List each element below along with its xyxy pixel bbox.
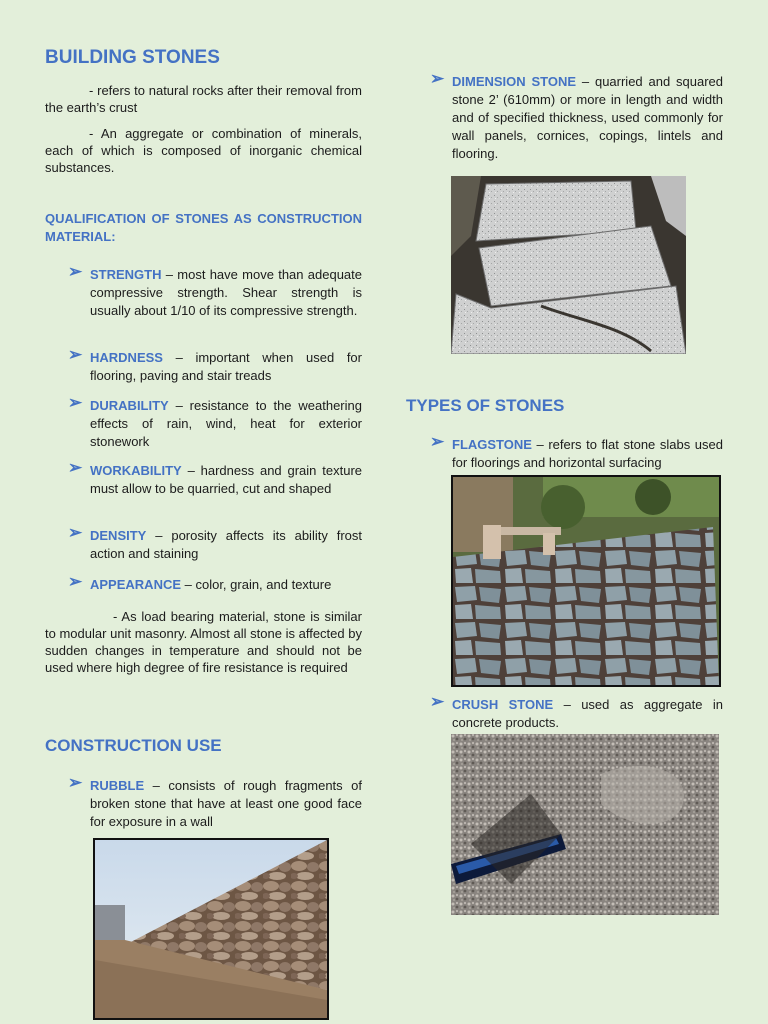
quality-strength [90,266,362,320]
quality-desc: – color, grain, and texture [181,577,332,592]
quality-desc: – important when used for flooring, paving and stair treads [90,350,362,383]
dimension-stone-image [451,176,686,354]
arrow-icon: ➢ [68,262,83,281]
rubble-wall-image [95,840,327,1018]
types-of-stones-heading: TYPES OF STONES [406,396,565,415]
quality-workability [90,462,362,498]
intro-paragraph-1 [45,82,362,116]
flagstone-item [452,436,723,472]
flagstone-term: FLAGSTONE [452,437,532,452]
crush-stone-photo [451,734,719,915]
crush-desc: – used as aggregate in concrete products. [452,697,723,730]
quality-durability [90,397,362,451]
quality-term: DENSITY [90,528,147,543]
intro-text-1: - refers to natural rocks after their removal from the earth’s crust [45,83,362,115]
load-bearing-text: - As load bearing material, stone is similar to modular unit masonry. Almost all stone is affected by sudden changes in temperature and should not be used where high degree of fire resistance is required [45,609,362,675]
load-bearing-paragraph [45,608,362,676]
quality-desc: – hardness and grain texture must allow to be quarried, cut and shaped [90,463,362,496]
crush-stone-image [451,734,719,915]
arrow-icon: ➢ [68,773,83,792]
crush-stone-item [452,696,723,732]
quality-term: STRENGTH [90,267,162,282]
quality-desc: – most have move than adequate compressive strength. Shear strength is usually about 1/10 of its compressive strength. [90,267,362,318]
dimension-desc: – quarried and squared stone 2’ (610mm) or more in length and width and of specified thickness, used commonly for wall panels, cornices, copings, lintels and flooring. [452,74,723,161]
arrow-icon: ➢ [68,345,83,364]
quality-desc: – porosity affects its ability frost action and staining [90,528,362,561]
quality-term: APPEARANCE [90,577,182,592]
qualification-heading: QUALIFICATION OF STONES AS CONSTRUCTION MATERIAL: [45,211,362,244]
arrow-icon: ➢ [68,523,83,542]
quality-term: DURABILITY [90,398,169,413]
construction-use-heading: CONSTRUCTION USE [45,736,222,755]
flagstone-desc: – refers to flat stone slabs used for floorings and horizontal surfacing [452,437,723,470]
dimension-term: DIMENSION STONE [452,74,577,89]
dimension-stone-photo [451,176,686,354]
page-title: BUILDING STONES [45,47,220,68]
arrow-icon: ➢ [430,692,445,711]
rubble-term: RUBBLE [90,778,145,793]
arrow-icon: ➢ [68,393,83,412]
quality-term: WORKABILITY [90,463,182,478]
quality-appearance [90,576,362,594]
quality-desc: – resistance to the weathering effects of rain, wind, heat for exterior stonework [90,398,362,449]
arrow-icon: ➢ [68,572,83,591]
crush-term: CRUSH STONE [452,697,554,712]
rubble-desc: – consists of rough fragments of broken stone that have at least one good face for exposure in a wall [90,778,362,829]
arrow-icon: ➢ [430,432,445,451]
dimension-stone-item [452,73,723,163]
quality-density [90,527,362,563]
arrow-icon: ➢ [430,69,445,88]
intro-text-2: - An aggregate or combination of minerals, each of which is composed of inorganic chemical substances. [45,126,362,175]
flagstone-image [453,477,719,685]
intro-paragraph-2 [45,125,362,176]
flagstone-photo [451,475,721,687]
rubble-item [90,777,362,831]
arrow-icon: ➢ [68,458,83,477]
quality-hardness [90,349,362,385]
rubble-wall-photo [93,838,329,1020]
quality-term: HARDNESS [90,350,163,365]
